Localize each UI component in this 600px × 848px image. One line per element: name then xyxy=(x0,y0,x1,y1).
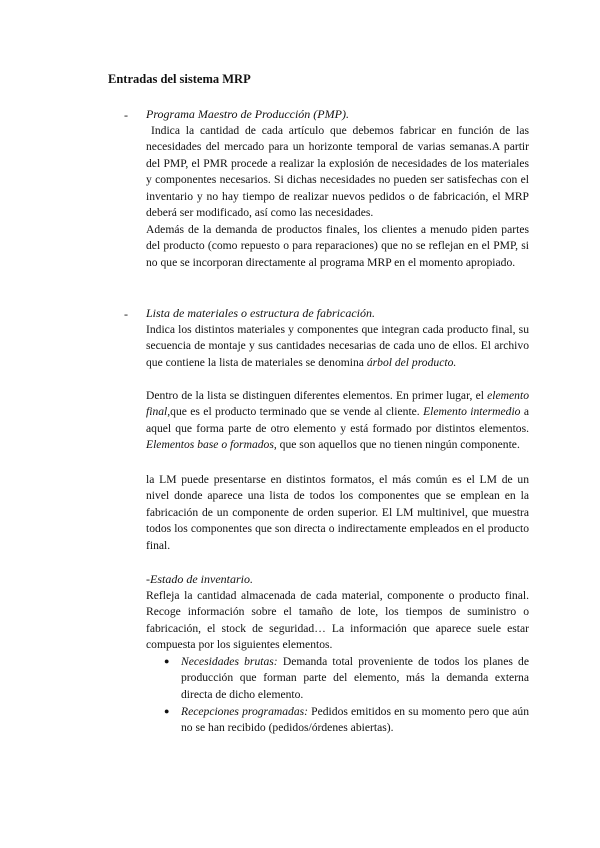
section-1-dash: - xyxy=(124,108,128,122)
p2-c: a aquel que forma parte de otro elemento y está formado por distintos elementos. xyxy=(146,405,529,435)
p2-a: Dentro de la lista se distinguen diferentes elementos. En primer lugar, el xyxy=(146,389,488,402)
bullet-item-necesidades-brutas xyxy=(181,654,529,703)
bullet-term: Recepciones programadas: xyxy=(181,705,309,718)
section-2-paragraph-3: la LM puede presentarse en distintos formatos, el más común es el LM de un nivel donde aparece una lista de todos los componentes que se emplean en la fabricación de un componente de orden superior. El LM multinivel, que muestra todos los componentes que son directa o indirectamente empleados en el producto final. xyxy=(146,473,529,552)
section-2-dash: - xyxy=(124,307,128,321)
bullet-text: Demanda total proveniente de todos los planes de producción que forman parte del elemento, más la demanda externa directa de dicho elemento. xyxy=(181,655,529,701)
section-1-paragraph-1: Indica la cantidad de cada artículo que debemos fabricar en función de las necesidades del mercado para un horizonte temporal de varias semanas.A partir del PMP, el PMR procede a realizar la explosión de necesidades de los materiales y componentes necesarios. Si dichas necesidades no pueden ser satisfechas con el inventario y no hay tiempo de realizar nuevos pedidos o de fabricación, el MRP deberá ser modificado, así como las necesidades. xyxy=(146,124,529,220)
elementos-base-term: Elementos base o formados xyxy=(146,438,274,452)
bullet-term: Necesidades brutas: xyxy=(181,655,278,668)
bullet-item-recepciones-programadas xyxy=(181,704,529,737)
p1-text: Indica los distintos materiales y componentes que integran cada producto final, su secuencia de montaje y sus cantidades necesarias de cada uno de ellos. El archivo que contiene la lista de materiales se denomina xyxy=(146,323,529,369)
section-1-heading: Programa Maestro de Producción (PMP). xyxy=(146,107,349,121)
section-2-paragraph-1 xyxy=(146,322,529,371)
arbol-del-producto-term: árbol del producto. xyxy=(366,355,457,369)
section-3-paragraph-1: Refleja la cantidad almacenada de cada material, componente o producto final. Recoge información sobre el tamaño de lote, los tiempos de suministro o fabricación, el stock de seguridad… La información que aparece suele estar compuesta por los siguientes elementos. xyxy=(146,589,529,652)
p2-d: , que son aquellos que no tienen ningún componente. xyxy=(273,438,520,452)
elemento-intermedio-term: Elemento intermedio xyxy=(423,405,521,419)
page-title: Entradas del sistema MRP xyxy=(108,72,251,86)
elemento-final-term: elemento final, xyxy=(146,389,529,419)
bullet-text: Pedidos emitidos en su momento pero que aún no se han recibido (pedidos/órdenes abiertas). xyxy=(181,705,530,735)
section-2-heading: Lista de materiales o estructura de fabricación. xyxy=(146,306,375,320)
section-1-paragraph-2: Además de la demanda de productos finales, los clientes a menudo piden partes del producto (como repuesto o para reparaciones) que no se reflejan en el PMP, si no que se incorporan directamente al programa MRP en el momento apropiado. xyxy=(146,223,529,269)
bullet-dot-icon: ● xyxy=(164,706,170,716)
p2-b: que es el producto terminado que se vende al cliente. xyxy=(170,405,424,419)
section-3-heading: -Estado de inventario. xyxy=(146,572,253,586)
section-2-paragraph-2 xyxy=(146,388,529,454)
bullet-dot-icon: ● xyxy=(164,656,170,666)
